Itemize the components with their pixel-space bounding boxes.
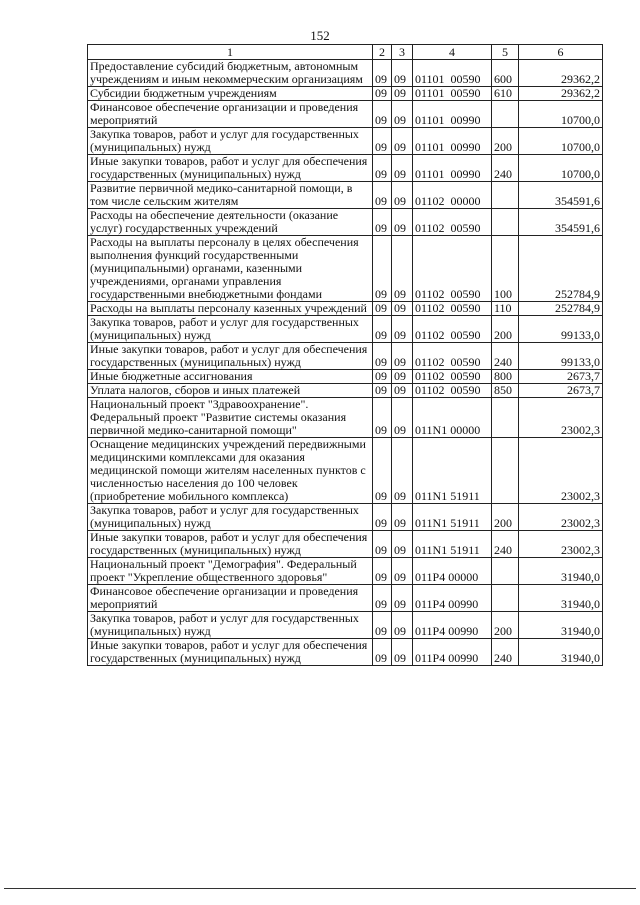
amount-cell: 29362,2: [519, 87, 603, 101]
expense-name-cell: Национальный проект "Здравоохранение". Федеральный проект "Развитие системы оказания первичной медико-санитарной помощи": [88, 398, 373, 438]
table-row: [88, 438, 603, 504]
target-article-cell: 01102 00590: [413, 209, 492, 236]
column-header-4: 4: [413, 45, 492, 60]
expense-name-cell: Предоставление субсидий бюджетным, автономным учреждениям и иным некоммерческим организациям: [88, 60, 373, 87]
amount-cell: 31940,0: [519, 639, 603, 666]
section-code-cell: 09: [373, 87, 392, 101]
expense-type-cell: 600: [492, 60, 519, 87]
table-row: [88, 209, 603, 236]
budget-table: [87, 44, 603, 666]
expense-name-cell: Закупка товаров, работ и услуг для государственных (муниципальных) нужд: [88, 504, 373, 531]
section-code-cell: 09: [373, 182, 392, 209]
table-row: [88, 101, 603, 128]
subsection-code-cell: 09: [392, 128, 413, 155]
expense-type-cell: 610: [492, 87, 519, 101]
target-article-cell: 01102 00590: [413, 316, 492, 343]
subsection-code-cell: 09: [392, 585, 413, 612]
expense-type-cell: 240: [492, 343, 519, 370]
table-row: [88, 60, 603, 87]
section-code-cell: 09: [373, 612, 392, 639]
section-code-cell: 09: [373, 558, 392, 585]
expense-name-cell: Иные закупки товаров, работ и услуг для обеспечения государственных (муниципальных) нужд: [88, 639, 373, 666]
expense-name-cell: Закупка товаров, работ и услуг для государственных (муниципальных) нужд: [88, 612, 373, 639]
amount-cell: 23002,3: [519, 531, 603, 558]
expense-name-cell: Иные бюджетные ассигнования: [88, 370, 373, 384]
subsection-code-cell: 09: [392, 438, 413, 504]
column-header-1: 1: [88, 45, 373, 60]
target-article-cell: 011P4 00000: [413, 558, 492, 585]
expense-type-cell: 200: [492, 612, 519, 639]
amount-cell: 354591,6: [519, 182, 603, 209]
column-header-6: 6: [519, 45, 603, 60]
subsection-code-cell: 09: [392, 612, 413, 639]
target-article-cell: 01102 00590: [413, 370, 492, 384]
section-code-cell: 09: [373, 60, 392, 87]
subsection-code-cell: 09: [392, 639, 413, 666]
amount-cell: 354591,6: [519, 209, 603, 236]
subsection-code-cell: 09: [392, 504, 413, 531]
table-row: [88, 236, 603, 302]
subsection-code-cell: 09: [392, 60, 413, 87]
subsection-code-cell: 09: [392, 302, 413, 316]
expense-type-cell: [492, 209, 519, 236]
section-code-cell: 09: [373, 531, 392, 558]
table-row: [88, 302, 603, 316]
expense-name-cell: Субсидии бюджетным учреждениям: [88, 87, 373, 101]
section-code-cell: 09: [373, 302, 392, 316]
subsection-code-cell: 09: [392, 370, 413, 384]
expense-type-cell: [492, 182, 519, 209]
expense-type-cell: [492, 585, 519, 612]
subsection-code-cell: 09: [392, 182, 413, 209]
target-article-cell: 011N1 51911: [413, 438, 492, 504]
amount-cell: 23002,3: [519, 504, 603, 531]
subsection-code-cell: 09: [392, 155, 413, 182]
section-code-cell: 09: [373, 128, 392, 155]
subsection-code-cell: 09: [392, 343, 413, 370]
table-row: [88, 370, 603, 384]
target-article-cell: 011N1 51911: [413, 504, 492, 531]
target-article-cell: 011P4 00990: [413, 639, 492, 666]
subsection-code-cell: 09: [392, 316, 413, 343]
target-article-cell: 01101 00990: [413, 128, 492, 155]
table-row: [88, 398, 603, 438]
expense-name-cell: Расходы на выплаты персоналу в целях обеспечения выполнения функций государственными (муниципальными) органами, казенными учреждениями, органами управления государственными внебюджетными фондами: [88, 236, 373, 302]
expense-type-cell: [492, 398, 519, 438]
amount-cell: 10700,0: [519, 128, 603, 155]
section-code-cell: 09: [373, 101, 392, 128]
expense-name-cell: Иные закупки товаров, работ и услуг для обеспечения государственных (муниципальных) нужд: [88, 531, 373, 558]
table-row: [88, 504, 603, 531]
header-row: [88, 45, 603, 60]
expense-name-cell: Уплата налогов, сборов и иных платежей: [88, 384, 373, 398]
expense-type-cell: [492, 101, 519, 128]
target-article-cell: 01102 00590: [413, 384, 492, 398]
amount-cell: 10700,0: [519, 155, 603, 182]
table-row: [88, 639, 603, 666]
subsection-code-cell: 09: [392, 558, 413, 585]
amount-cell: 23002,3: [519, 398, 603, 438]
subsection-code-cell: 09: [392, 236, 413, 302]
expense-type-cell: 200: [492, 504, 519, 531]
expense-name-cell: Финансовое обеспечение организации и проведения мероприятий: [88, 101, 373, 128]
section-code-cell: 09: [373, 209, 392, 236]
expense-name-cell: Иные закупки товаров, работ и услуг для обеспечения государственных (муниципальных) нужд: [88, 155, 373, 182]
section-code-cell: 09: [373, 384, 392, 398]
table-body: [88, 60, 603, 666]
page-bottom-rule: [4, 888, 636, 889]
expense-type-cell: [492, 438, 519, 504]
expense-type-cell: [492, 558, 519, 585]
table-row: [88, 585, 603, 612]
section-code-cell: 09: [373, 236, 392, 302]
target-article-cell: 01101 00590: [413, 87, 492, 101]
expense-name-cell: Национальный проект "Демография". Федеральный проект "Укрепление общественного здоровья": [88, 558, 373, 585]
expense-name-cell: Расходы на обеспечение деятельности (оказание услуг) государственных учреждений: [88, 209, 373, 236]
table-row: [88, 558, 603, 585]
section-code-cell: 09: [373, 316, 392, 343]
column-header-2: 2: [373, 45, 392, 60]
expense-name-cell: Иные закупки товаров, работ и услуг для обеспечения государственных (муниципальных) нужд: [88, 343, 373, 370]
expense-name-cell: Финансовое обеспечение организации и проведения мероприятий: [88, 585, 373, 612]
amount-cell: 2673,7: [519, 384, 603, 398]
amount-cell: 29362,2: [519, 60, 603, 87]
expense-type-cell: 110: [492, 302, 519, 316]
expense-name-cell: Расходы на выплаты персоналу казенных учреждений: [88, 302, 373, 316]
amount-cell: 31940,0: [519, 585, 603, 612]
amount-cell: 31940,0: [519, 558, 603, 585]
expense-type-cell: 240: [492, 639, 519, 666]
table-row: [88, 612, 603, 639]
expense-type-cell: 240: [492, 531, 519, 558]
expense-type-cell: 100: [492, 236, 519, 302]
table-row: [88, 343, 603, 370]
expense-type-cell: 200: [492, 316, 519, 343]
table-row: [88, 182, 603, 209]
section-code-cell: 09: [373, 504, 392, 531]
table-row: [88, 87, 603, 101]
section-code-cell: 09: [373, 585, 392, 612]
target-article-cell: 011N1 51911: [413, 531, 492, 558]
target-article-cell: 01102 00590: [413, 236, 492, 302]
section-code-cell: 09: [373, 398, 392, 438]
amount-cell: 31940,0: [519, 612, 603, 639]
table-row: [88, 531, 603, 558]
expense-type-cell: 800: [492, 370, 519, 384]
expense-type-cell: 200: [492, 128, 519, 155]
page-number: 152: [310, 28, 330, 43]
subsection-code-cell: 09: [392, 101, 413, 128]
subsection-code-cell: 09: [392, 531, 413, 558]
expense-name-cell: Развитие первичной медико-санитарной помощи, в том числе сельским жителям: [88, 182, 373, 209]
subsection-code-cell: 09: [392, 398, 413, 438]
section-code-cell: 09: [373, 343, 392, 370]
subsection-code-cell: 09: [392, 209, 413, 236]
section-code-cell: 09: [373, 155, 392, 182]
amount-cell: 10700,0: [519, 101, 603, 128]
table-header: [88, 45, 603, 60]
column-header-3: 3: [392, 45, 413, 60]
expense-type-cell: 850: [492, 384, 519, 398]
target-article-cell: 011P4 00990: [413, 612, 492, 639]
amount-cell: 23002,3: [519, 438, 603, 504]
target-article-cell: 01101 00590: [413, 60, 492, 87]
expense-name-cell: Закупка товаров, работ и услуг для государственных (муниципальных) нужд: [88, 316, 373, 343]
table-row: [88, 384, 603, 398]
target-article-cell: 01102 00000: [413, 182, 492, 209]
section-code-cell: 09: [373, 438, 392, 504]
expense-name-cell: Оснащение медицинских учреждений передвижными медицинскими комплексами для оказания медицинской помощи жителям населенных пунктов с численностью населения до 100 человек (приобретение мобильного комплекса): [88, 438, 373, 504]
target-article-cell: 01102 00590: [413, 302, 492, 316]
table-row: [88, 316, 603, 343]
table-row: [88, 128, 603, 155]
target-article-cell: 01101 00990: [413, 155, 492, 182]
amount-cell: 252784,9: [519, 236, 603, 302]
target-article-cell: 011P4 00990: [413, 585, 492, 612]
section-code-cell: 09: [373, 370, 392, 384]
column-header-5: 5: [492, 45, 519, 60]
amount-cell: 99133,0: [519, 316, 603, 343]
expense-name-cell: Закупка товаров, работ и услуг для государственных (муниципальных) нужд: [88, 128, 373, 155]
target-article-cell: 011N1 00000: [413, 398, 492, 438]
subsection-code-cell: 09: [392, 87, 413, 101]
table-row: [88, 155, 603, 182]
expense-type-cell: 240: [492, 155, 519, 182]
amount-cell: 252784,9: [519, 302, 603, 316]
amount-cell: 99133,0: [519, 343, 603, 370]
target-article-cell: 01101 00990: [413, 101, 492, 128]
subsection-code-cell: 09: [392, 384, 413, 398]
section-code-cell: 09: [373, 639, 392, 666]
amount-cell: 2673,7: [519, 370, 603, 384]
target-article-cell: 01102 00590: [413, 343, 492, 370]
